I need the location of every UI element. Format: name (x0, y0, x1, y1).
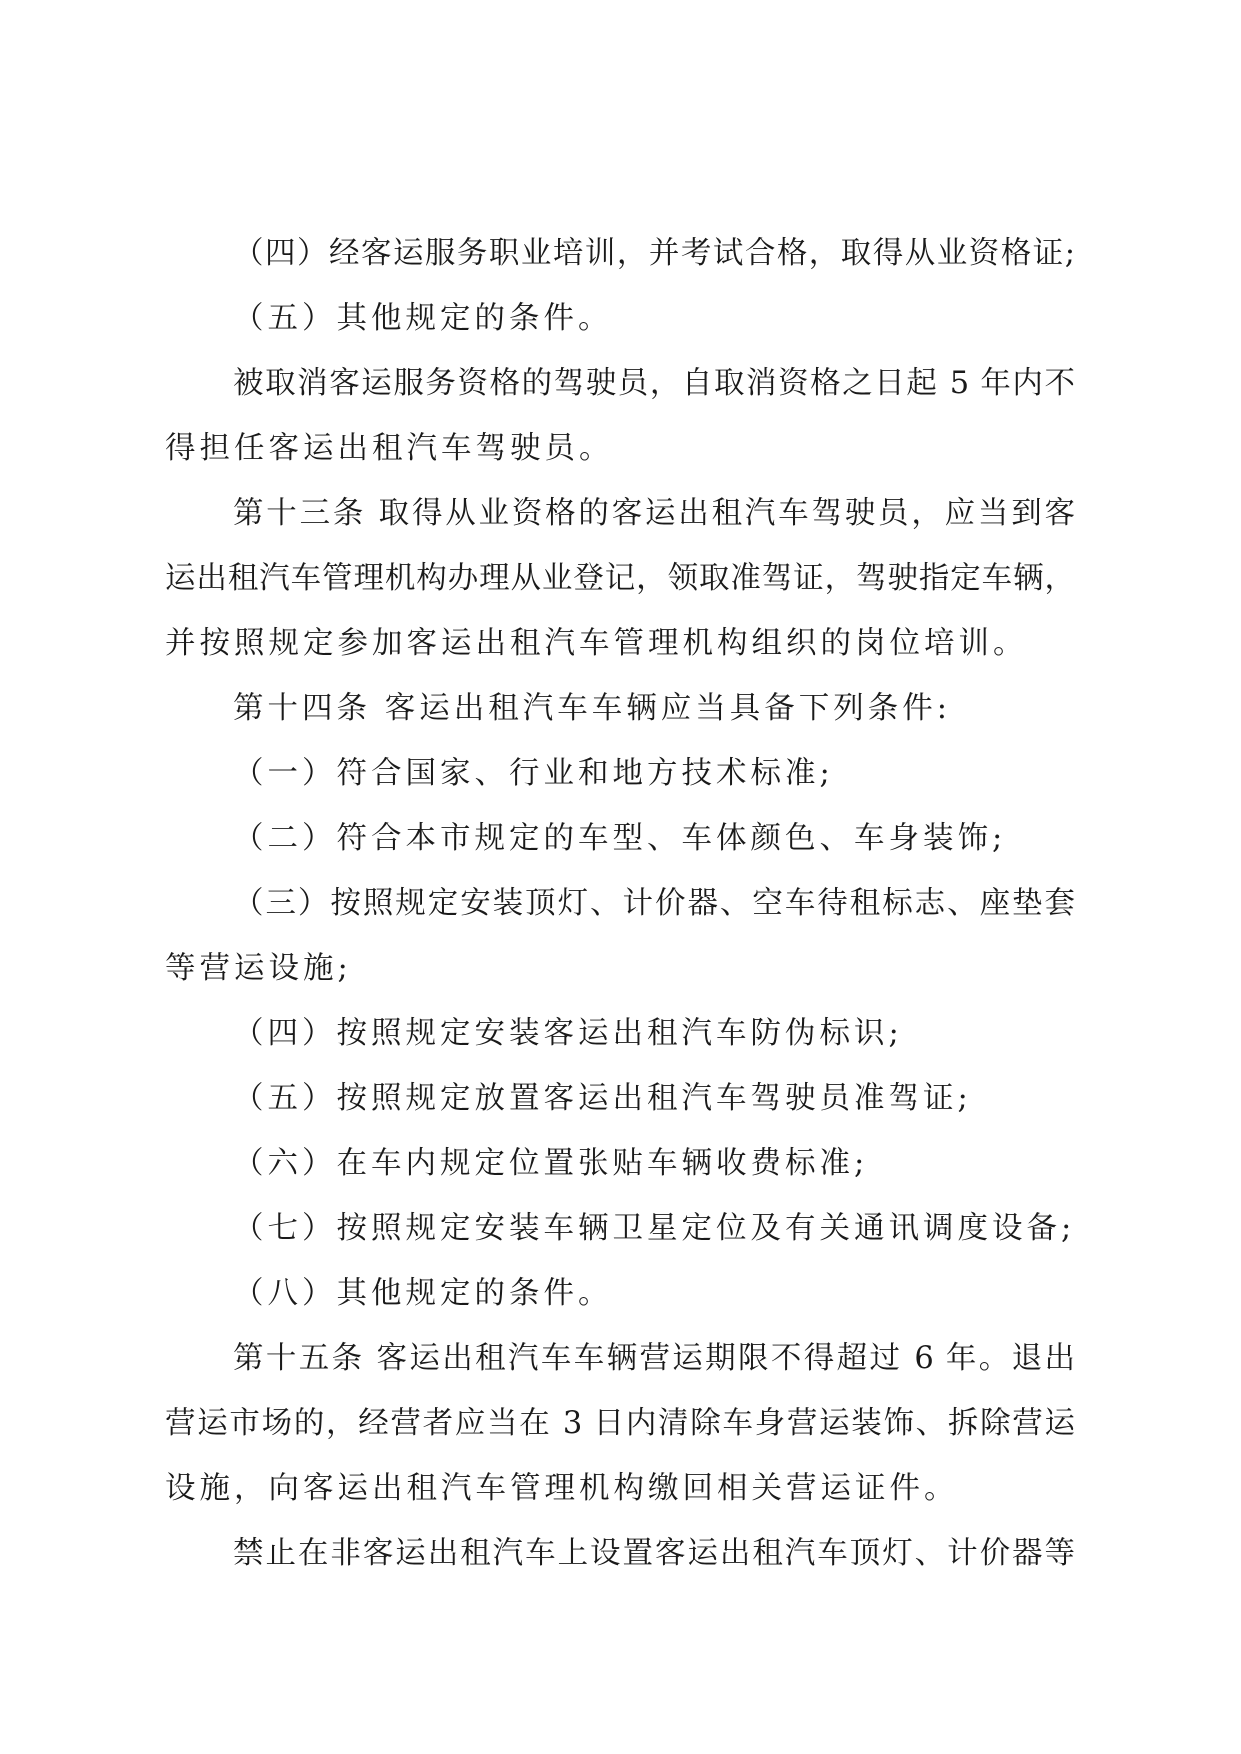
article-15-line-3: 设施，向客运出租汽车管理机构缴回相关营运证件。 (165, 1471, 959, 1506)
document-body (165, 221, 1075, 1586)
revoked-driver-paragraph-line-1: 被取消客运服务资格的驾驶员，自取消资格之日起 5 年内不 (233, 366, 1075, 401)
article-14-item-8: （八）其他规定的条件。 (233, 1276, 613, 1311)
article-14-item-3-line-1: （三）按照规定安装顶灯、计价器、空车待租标志、座垫套 (233, 886, 1075, 921)
article-14-item-1: （一）符合国家、行业和地方技术标准; (233, 756, 834, 791)
item-4-qualification-certificate: （四）经客运服务职业培训，并考试合格，取得从业资格证; (233, 236, 1075, 271)
article-14-item-6: （六）在车内规定位置张贴车辆收费标准; (233, 1146, 869, 1181)
revoked-driver-paragraph-line-2: 得担任客运出租汽车驾驶员。 (165, 431, 614, 466)
article-14-item-3-line-2: 等营运设施; (165, 951, 352, 986)
item-5-other-conditions: （五）其他规定的条件。 (233, 301, 613, 336)
article-13-line-3: 并按照规定参加客运出租汽车管理机构组织的岗位培训。 (165, 626, 1028, 661)
prohibition-paragraph-line-1: 禁止在非客运出租汽车上设置客运出租汽车顶灯、计价器等 (233, 1536, 1075, 1571)
article-15-line-2: 营运市场的，经营者应当在 3 日内清除车身营运装饰、拆除营运 (165, 1406, 1075, 1441)
article-14-item-5: （五）按照规定放置客运出租汽车驾驶员准驾证; (233, 1081, 972, 1116)
article-14-item-4: （四）按照规定安装客运出租汽车防伪标识; (233, 1016, 903, 1051)
article-13-line-1: 第十三条 取得从业资格的客运出租汽车驾驶员，应当到客 (233, 496, 1075, 531)
article-14-item-2: （二）符合本市规定的车型、车体颜色、车身装饰; (233, 821, 1007, 856)
article-15-line-1: 第十五条 客运出租汽车车辆营运期限不得超过 6 年。退出 (233, 1341, 1075, 1376)
article-14-item-7: （七）按照规定安装车辆卫星定位及有关通讯调度设备; (233, 1211, 1076, 1246)
article-14-heading: 第十四条 客运出租汽车车辆应当具备下列条件: (233, 691, 951, 726)
article-13-line-2: 运出租汽车管理机构办理从业登记，领取准驾证，驾驶指定车辆， (165, 561, 1075, 596)
